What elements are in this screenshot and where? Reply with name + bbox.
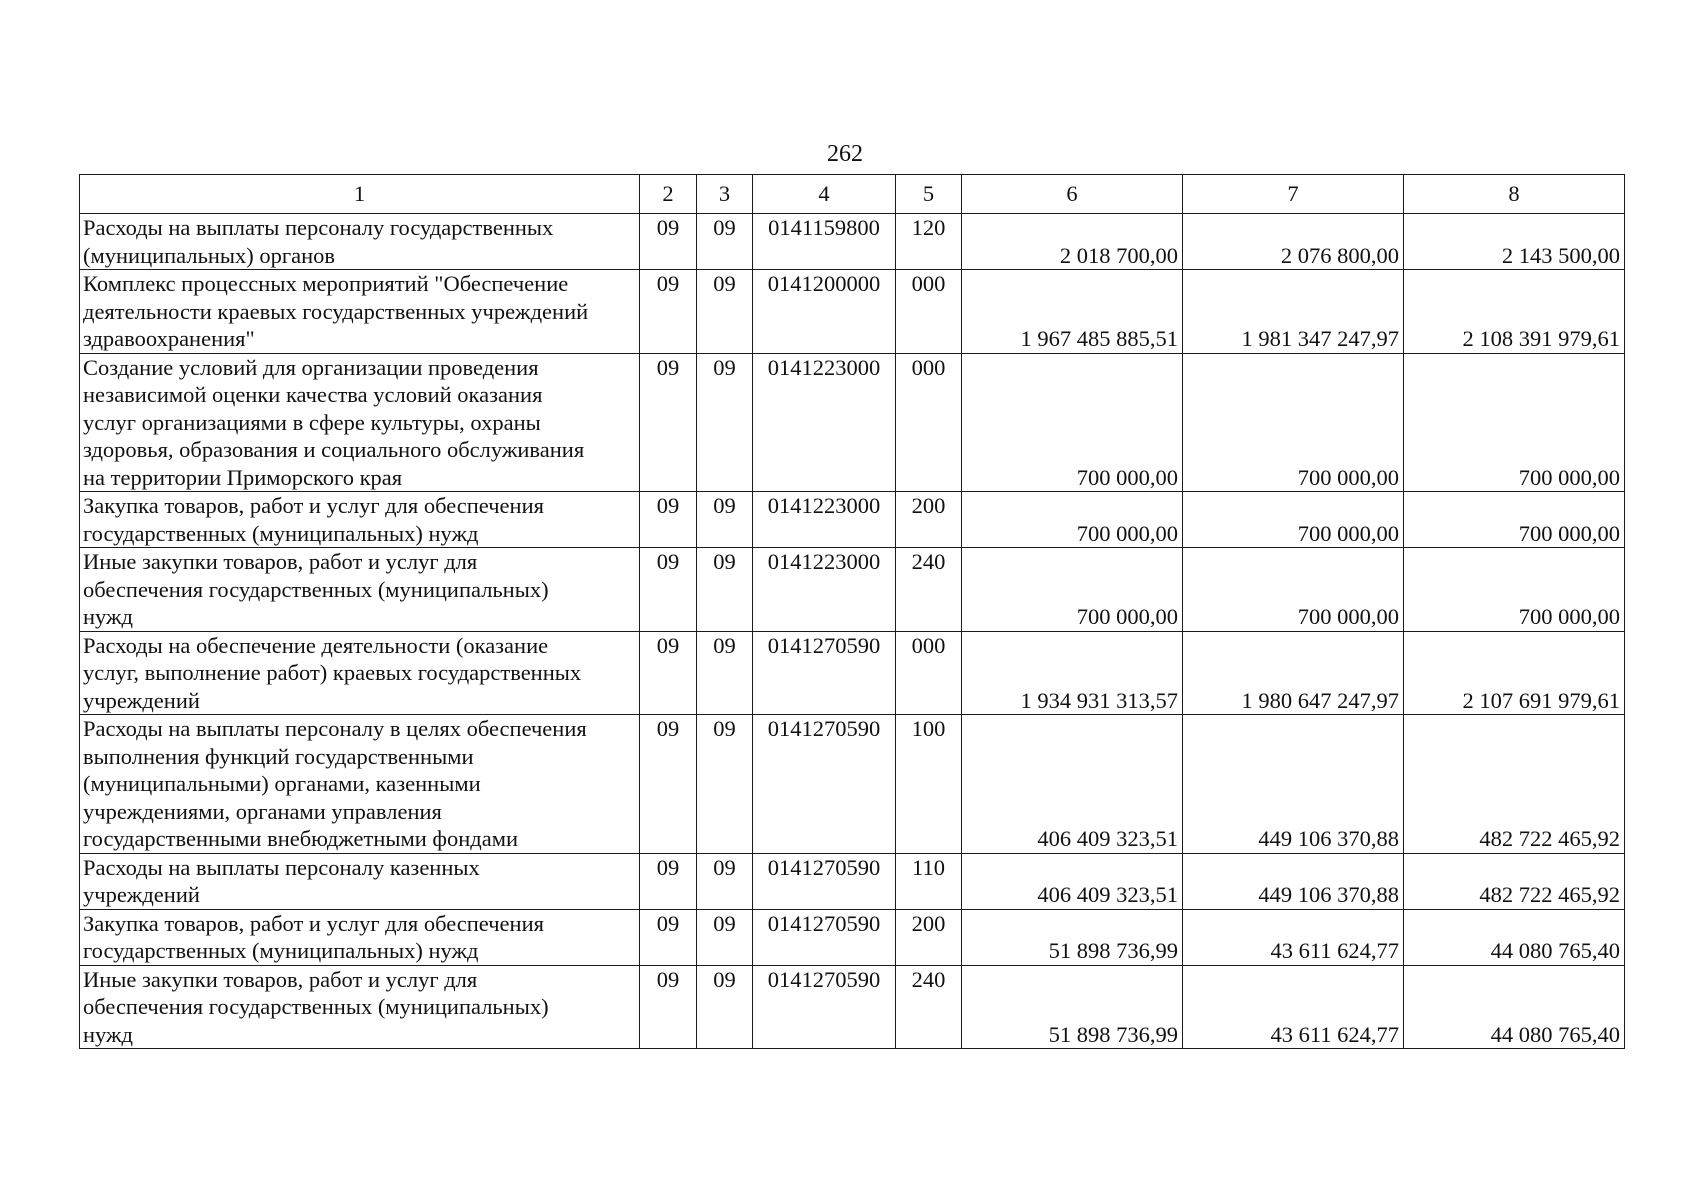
section-code-cell: 09 bbox=[640, 853, 697, 909]
amount-col6-cell: 406 409 323,51 bbox=[962, 853, 1183, 909]
table-row bbox=[80, 965, 1625, 1049]
expense-name-cell: Создание условий для организации проведения независимой оценки качества условий оказания услуг организациями в сфере культуры, охраны здоровья, образования и социального обслуживания на территории Приморского края bbox=[80, 353, 640, 492]
subsection-code-cell: 09 bbox=[697, 853, 753, 909]
amount-col8-cell: 482 722 465,92 bbox=[1404, 715, 1625, 854]
expense-name-cell: Расходы на выплаты персоналу государственных (муниципальных) органов bbox=[80, 214, 640, 270]
header-row bbox=[80, 175, 1625, 214]
amount-col8-cell: 44 080 765,40 bbox=[1404, 965, 1625, 1049]
column-header: 6 bbox=[962, 175, 1183, 214]
amount-col6-cell: 51 898 736,99 bbox=[962, 909, 1183, 965]
column-header: 7 bbox=[1183, 175, 1404, 214]
subsection-code-cell: 09 bbox=[697, 631, 753, 715]
section-code-cell: 09 bbox=[640, 631, 697, 715]
amount-col8-cell: 700 000,00 bbox=[1404, 548, 1625, 632]
expense-type-cell: 240 bbox=[896, 965, 962, 1049]
table-row bbox=[80, 270, 1625, 354]
budget-table bbox=[79, 174, 1625, 1049]
expense-name-cell: Закупка товаров, работ и услуг для обеспечения государственных (муниципальных) нужд bbox=[80, 492, 640, 548]
section-code-cell: 09 bbox=[640, 715, 697, 854]
expense-type-cell: 240 bbox=[896, 548, 962, 632]
amount-col7-cell: 2 076 800,00 bbox=[1183, 214, 1404, 270]
section-code-cell: 09 bbox=[640, 214, 697, 270]
amount-col7-cell: 700 000,00 bbox=[1183, 492, 1404, 548]
expense-name-cell: Расходы на выплаты персоналу казенных учреждений bbox=[80, 853, 640, 909]
target-article-cell: 0141270590 bbox=[753, 853, 896, 909]
section-code-cell: 09 bbox=[640, 548, 697, 632]
section-code-cell: 09 bbox=[640, 909, 697, 965]
table-row bbox=[80, 631, 1625, 715]
expense-type-cell: 110 bbox=[896, 853, 962, 909]
column-header: 3 bbox=[697, 175, 753, 214]
amount-col8-cell: 2 143 500,00 bbox=[1404, 214, 1625, 270]
expense-type-cell: 200 bbox=[896, 909, 962, 965]
amount-col7-cell: 700 000,00 bbox=[1183, 548, 1404, 632]
expense-name-cell: Иные закупки товаров, работ и услуг для обеспечения государственных (муниципальных) нужд bbox=[80, 548, 640, 632]
amount-col6-cell: 406 409 323,51 bbox=[962, 715, 1183, 854]
amount-col7-cell: 700 000,00 bbox=[1183, 353, 1404, 492]
amount-col8-cell: 2 107 691 979,61 bbox=[1404, 631, 1625, 715]
target-article-cell: 0141223000 bbox=[753, 548, 896, 632]
amount-col8-cell: 700 000,00 bbox=[1404, 353, 1625, 492]
section-code-cell: 09 bbox=[640, 353, 697, 492]
target-article-cell: 0141270590 bbox=[753, 965, 896, 1049]
expense-name-cell: Расходы на обеспечение деятельности (оказание услуг, выполнение работ) краевых государственных учреждений bbox=[80, 631, 640, 715]
target-article-cell: 0141223000 bbox=[753, 492, 896, 548]
section-code-cell: 09 bbox=[640, 965, 697, 1049]
amount-col6-cell: 1 934 931 313,57 bbox=[962, 631, 1183, 715]
table-row bbox=[80, 715, 1625, 854]
expense-name-cell: Расходы на выплаты персоналу в целях обеспечения выполнения функций государственными (муниципальными) органами, казенными учреждениями, органами управления государственными внебюджетными фондами bbox=[80, 715, 640, 854]
amount-col8-cell: 482 722 465,92 bbox=[1404, 853, 1625, 909]
table-row bbox=[80, 492, 1625, 548]
amount-col7-cell: 43 611 624,77 bbox=[1183, 965, 1404, 1049]
subsection-code-cell: 09 bbox=[697, 492, 753, 548]
amount-col6-cell: 700 000,00 bbox=[962, 353, 1183, 492]
column-header: 2 bbox=[640, 175, 697, 214]
amount-col6-cell: 700 000,00 bbox=[962, 492, 1183, 548]
column-header: 8 bbox=[1404, 175, 1625, 214]
amount-col8-cell: 2 108 391 979,61 bbox=[1404, 270, 1625, 354]
expense-type-cell: 000 bbox=[896, 270, 962, 354]
subsection-code-cell: 09 bbox=[697, 548, 753, 632]
expense-name-cell: Закупка товаров, работ и услуг для обеспечения государственных (муниципальных) нужд bbox=[80, 909, 640, 965]
amount-col8-cell: 700 000,00 bbox=[1404, 492, 1625, 548]
amount-col6-cell: 1 967 485 885,51 bbox=[962, 270, 1183, 354]
amount-col7-cell: 1 981 347 247,97 bbox=[1183, 270, 1404, 354]
section-code-cell: 09 bbox=[640, 492, 697, 548]
column-header: 5 bbox=[896, 175, 962, 214]
expense-type-cell: 000 bbox=[896, 353, 962, 492]
target-article-cell: 0141270590 bbox=[753, 715, 896, 854]
subsection-code-cell: 09 bbox=[697, 909, 753, 965]
expense-type-cell: 120 bbox=[896, 214, 962, 270]
target-article-cell: 0141159800 bbox=[753, 214, 896, 270]
expense-type-cell: 200 bbox=[896, 492, 962, 548]
target-article-cell: 0141223000 bbox=[753, 353, 896, 492]
table-row bbox=[80, 853, 1625, 909]
target-article-cell: 0141270590 bbox=[753, 909, 896, 965]
table-row bbox=[80, 353, 1625, 492]
amount-col7-cell: 43 611 624,77 bbox=[1183, 909, 1404, 965]
table-row bbox=[80, 214, 1625, 270]
subsection-code-cell: 09 bbox=[697, 214, 753, 270]
amount-col6-cell: 700 000,00 bbox=[962, 548, 1183, 632]
subsection-code-cell: 09 bbox=[697, 353, 753, 492]
expense-type-cell: 100 bbox=[896, 715, 962, 854]
expense-name-cell: Иные закупки товаров, работ и услуг для обеспечения государственных (муниципальных) нужд bbox=[80, 965, 640, 1049]
amount-col7-cell: 1 980 647 247,97 bbox=[1183, 631, 1404, 715]
amount-col7-cell: 449 106 370,88 bbox=[1183, 853, 1404, 909]
amount-col7-cell: 449 106 370,88 bbox=[1183, 715, 1404, 854]
amount-col8-cell: 44 080 765,40 bbox=[1404, 909, 1625, 965]
subsection-code-cell: 09 bbox=[697, 715, 753, 854]
section-code-cell: 09 bbox=[640, 270, 697, 354]
table-row bbox=[80, 548, 1625, 632]
target-article-cell: 0141200000 bbox=[753, 270, 896, 354]
column-header: 4 bbox=[753, 175, 896, 214]
table-row bbox=[80, 909, 1625, 965]
amount-col6-cell: 2 018 700,00 bbox=[962, 214, 1183, 270]
expense-type-cell: 000 bbox=[896, 631, 962, 715]
amount-col6-cell: 51 898 736,99 bbox=[962, 965, 1183, 1049]
target-article-cell: 0141270590 bbox=[753, 631, 896, 715]
column-header: 1 bbox=[80, 175, 640, 214]
subsection-code-cell: 09 bbox=[697, 270, 753, 354]
subsection-code-cell: 09 bbox=[697, 965, 753, 1049]
expense-name-cell: Комплекс процессных мероприятий "Обеспечение деятельности краевых государственных учреждений здравоохранения" bbox=[80, 270, 640, 354]
page-number: 262 bbox=[827, 141, 863, 167]
